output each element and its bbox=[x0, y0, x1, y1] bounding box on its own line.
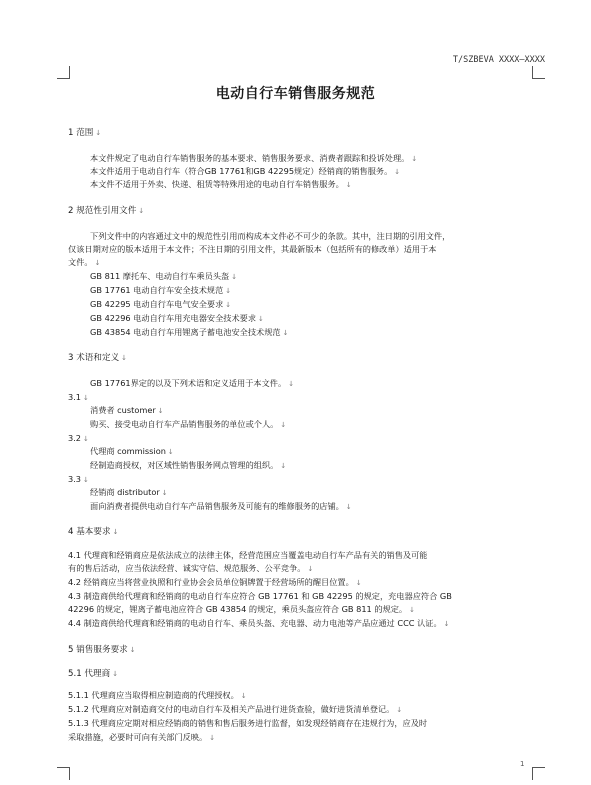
reference-item: GB 811 摩托车、电动自行车乘员头盔 ↓ bbox=[90, 271, 238, 281]
section-heading: 4 基本要求 ↓ bbox=[68, 527, 119, 537]
clause-line: 5.1.1 代理商应当取得相应制造商的代理授权。 ↓ bbox=[68, 690, 247, 700]
term-number: 3.2 ↓ bbox=[68, 433, 89, 443]
reference-item: GB 42296 电动自行车用充电器安全技术要求 ↓ bbox=[90, 313, 264, 323]
clause-line: 4.1 代理商和经销商应是依法成立的法律主体，经营范围应当覆盖电动自行车产品有关的销售及可能 bbox=[68, 550, 428, 560]
paragraph-line: 本文件规定了电动自行车销售服务的基本要求、销售服务要求、消费者跟踪和投诉处理。 ↓ bbox=[90, 153, 418, 163]
term-name: 消费者 customer ↓ bbox=[90, 405, 164, 415]
section-heading: 2 规范性引用文件 ↓ bbox=[68, 206, 145, 216]
term-name: 经销商 distributor ↓ bbox=[90, 487, 168, 497]
section-heading: 3 术语和定义 ↓ bbox=[68, 353, 128, 363]
standard-code: T/SZBEVA XXXX—XXXX bbox=[452, 55, 545, 65]
document-title: 电动自行车销售服务规范 bbox=[215, 86, 376, 102]
paragraph-line: 本文件适用于电动自行车（符合GB 17761和GB 42295规定）经销商的销售服务。 ↓ bbox=[90, 166, 401, 176]
page-number: 1 bbox=[520, 760, 525, 768]
crop-mark-bottom-left bbox=[57, 767, 70, 780]
clause-line: 采取措施，必要时可向有关部门反映。 ↓ bbox=[68, 732, 216, 742]
clause-line: 4.3 制造商供给代理商和经销商的电动自行车应符合 GB 17761 和 GB 42295 的规定，充电器应符合 GB bbox=[68, 591, 452, 601]
paragraph-line: 下列文件中的内容通过文中的规范性引用而构成本文件必不可少的条款。其中，注日期的引用文件， bbox=[90, 231, 451, 241]
reference-item: GB 17761 电动自行车安全技术规范 ↓ bbox=[90, 285, 232, 295]
paragraph-line: 文件。 ↓ bbox=[68, 257, 101, 267]
crop-mark-top-right bbox=[532, 66, 545, 79]
term-definition: 面向消费者提供电动自行车产品销售服务及可能有的维修服务的店铺。 ↓ bbox=[90, 501, 352, 511]
paragraph-line: 本文件不适用于外卖、快递、租赁等特殊用途的电动自行车销售服务。 ↓ bbox=[90, 179, 352, 189]
clause-line: 5.1.2 代理商应对制造商交付的电动自行车及相关产品进行进货查验，做好进货清单登记。 ↓ bbox=[68, 704, 403, 714]
clause-line: 有的售后活动，应当依法经营、诚实守信、规范服务、公平竞争。 ↓ bbox=[68, 563, 314, 573]
term-definition: 购买、接受电动自行车产品销售服务的单位或个人。 ↓ bbox=[90, 419, 287, 429]
section-heading: 5 销售服务要求 ↓ bbox=[68, 645, 136, 655]
section-heading: 1 范围 ↓ bbox=[68, 128, 102, 138]
crop-mark-bottom-right bbox=[532, 767, 545, 780]
paragraph-line: GB 17761界定的以及下列术语和定义适用于本文件。 ↓ bbox=[90, 378, 295, 388]
crop-mark-top-left bbox=[57, 66, 70, 79]
reference-item: GB 42295 电动自行车电气安全要求 ↓ bbox=[90, 299, 232, 309]
term-name: 代理商 commission ↓ bbox=[90, 446, 174, 456]
clause-line: 4.4 制造商供给代理商和经销商的电动自行车、乘员头盔、充电器、动力电池等产品应通过 CCC 认证。 ↓ bbox=[68, 618, 450, 628]
clause-line: 4.2 经销商应当将营业执照和行业协会会员单位铜牌置于经营场所的醒目位置。 ↓ bbox=[68, 577, 362, 587]
reference-item: GB 43854 电动自行车用锂离子蓄电池安全技术规范 ↓ bbox=[90, 327, 289, 337]
term-definition: 经制造商授权，对区域性销售服务网点管理的组织。 ↓ bbox=[90, 460, 287, 470]
subsection-heading: 5.1 代理商 ↓ bbox=[68, 669, 119, 679]
term-number: 3.1 ↓ bbox=[68, 392, 89, 402]
clause-line: 5.1.3 代理商应定期对相应经销商的销售和售后服务进行监督，如发现经销商存在违规行为，应及时 bbox=[68, 718, 428, 728]
term-number: 3.3 ↓ bbox=[68, 474, 89, 484]
clause-line: 42296 的规定，锂离子蓄电池应符合 GB 43854 的规定，乘员头盔应符合 GB 811 的规定。 ↓ bbox=[68, 604, 415, 614]
paragraph-line: 仅该日期对应的版本适用于本文件；不注日期的引用文件，其最新版本（包括所有的修改单）适用于本 bbox=[68, 244, 437, 254]
